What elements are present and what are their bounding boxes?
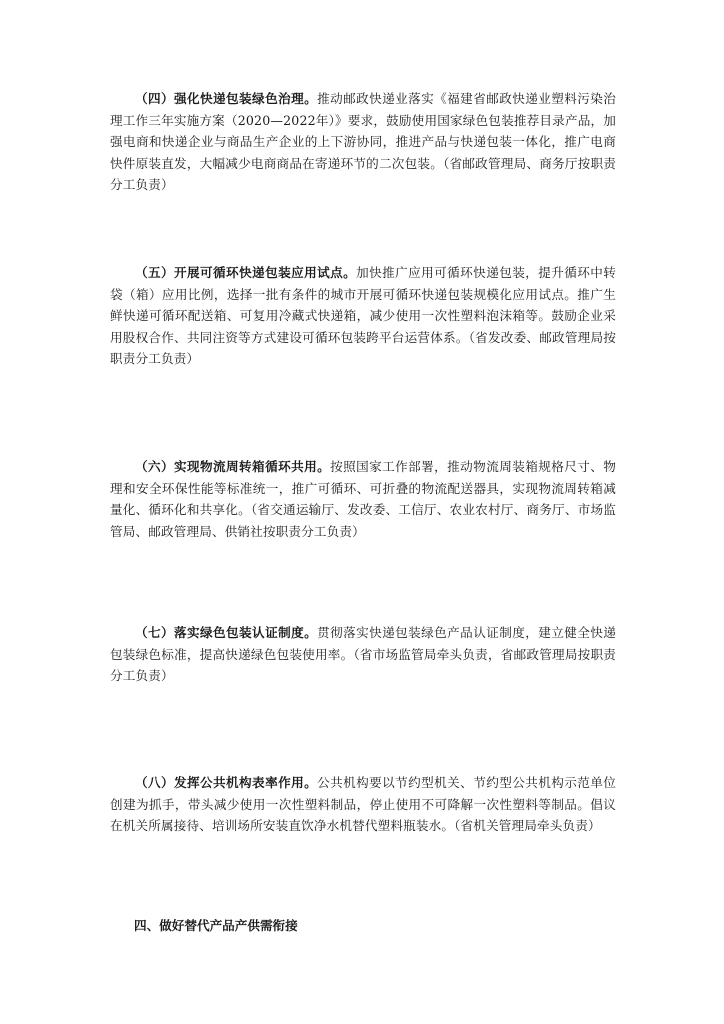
paragraph-body: 按照国家工作部署，推动物流周装箱规格尺寸、物理和安全环保性能等标准统一，推广可循环、可折叠的物流配送器具，实现物流周转箱减量化、循环化和共享化。（省交通运输厅、发改委、工信厅、农业农村厅、商务厅、市场监管局、邮政管理局、供销社按职责分工负责） bbox=[110, 459, 616, 539]
paragraph-body: 贯彻落实快递包装绿色产品认证制度，建立健全快递包装绿色标准，提高快递绿色包装使用率。（省市场监管局牵头负责，省邮政管理局按职责分工负责） bbox=[110, 625, 617, 684]
paragraph-5-recyclable-packaging bbox=[110, 262, 616, 370]
paragraph-7-green-certification bbox=[110, 622, 616, 687]
paragraph-4-express-packaging bbox=[110, 88, 616, 196]
paragraph-body: 公共机构要以节约型机关、节约型公共机构示范单位创建为抓手，带头减少使用一次性塑料制品，停止使用不可降解一次性塑料等制品。倡议在机关所属接待、培训场所安装直饮净水机替代塑料瓶装水。（省机关管理局牵头负责） bbox=[110, 775, 617, 834]
paragraph-body: 推动邮政快递业落实《福建省邮政快递业塑料污染治理工作三年实施方案（2020—2022年）》要求，鼓励使用国家绿色包装推荐目录产品，加强电商和快递企业与商品生产企业的上下游协同，推进产品与快递包装一体化，推广电商快件原装直发，大幅减少电商商品在寄递环节的二次包装。（省邮政管理局、商务厅按职责分工负责） bbox=[110, 91, 617, 193]
paragraph-heading: （八）发挥公共机构表率作用。 bbox=[135, 775, 318, 790]
paragraph-heading: （七）落实绿色包装认证制度。 bbox=[135, 625, 318, 640]
paragraph-body: 加快推广应用可循环快递包装，提升循环中转袋（箱）应用比例，选择一批有条件的城市开展可循环快递包装规模化应用试点。推广生鲜快递可循环配送箱、可复用冷藏式快递箱，减少使用一次性塑料泡沫箱等。鼓励企业采用股权合作、共同注资等方式建设可循环包装跨平台运营体系。（省发改委、邮政管理局按职责分工负责） bbox=[110, 265, 616, 367]
paragraph-6-logistics-boxes bbox=[110, 456, 616, 542]
paragraph-heading: （六）实现物流周转箱循环共用。 bbox=[135, 459, 331, 474]
section-title: 四、做好替代产品产供需衔接 bbox=[134, 918, 298, 933]
paragraph-heading: （五）开展可循环快递包装应用试点。 bbox=[135, 265, 357, 280]
paragraph-heading: （四）强化快递包装绿色治理。 bbox=[135, 91, 318, 106]
paragraph-8-public-institutions bbox=[110, 772, 616, 837]
